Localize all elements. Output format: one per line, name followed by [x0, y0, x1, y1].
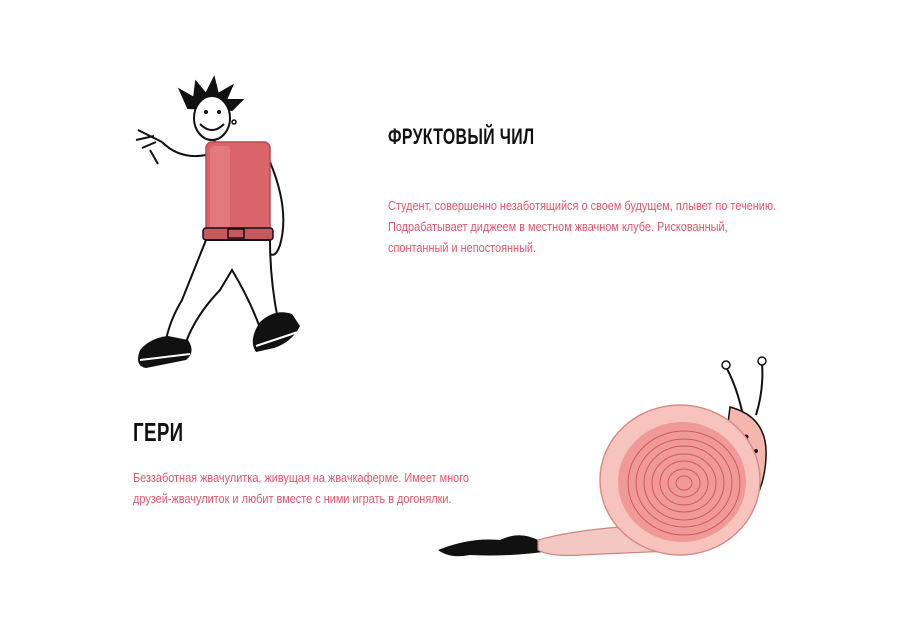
character-description-geri: Беззаботная жвачулитка, живущая на жвачкаферме. Имеет много друзей-жвачулиток и любит вместе с ними играть в догонялки. — [133, 470, 470, 506]
character-name-geri: ГЕРИ — [133, 417, 184, 447]
gum-student-illustration — [110, 70, 320, 390]
character-name-fruit-chill: ФРУКТОВЫЙ ЧИЛ — [388, 124, 535, 149]
gum-snail-illustration — [430, 345, 790, 570]
character-description-fruit-chill: Студент, совершенно незаботящийся о своем будущем, плывет по течению. Подрабатывает диджеем в местном жвачном клубе. Рискованный, спонтанный и непостоянный. — [388, 198, 777, 255]
